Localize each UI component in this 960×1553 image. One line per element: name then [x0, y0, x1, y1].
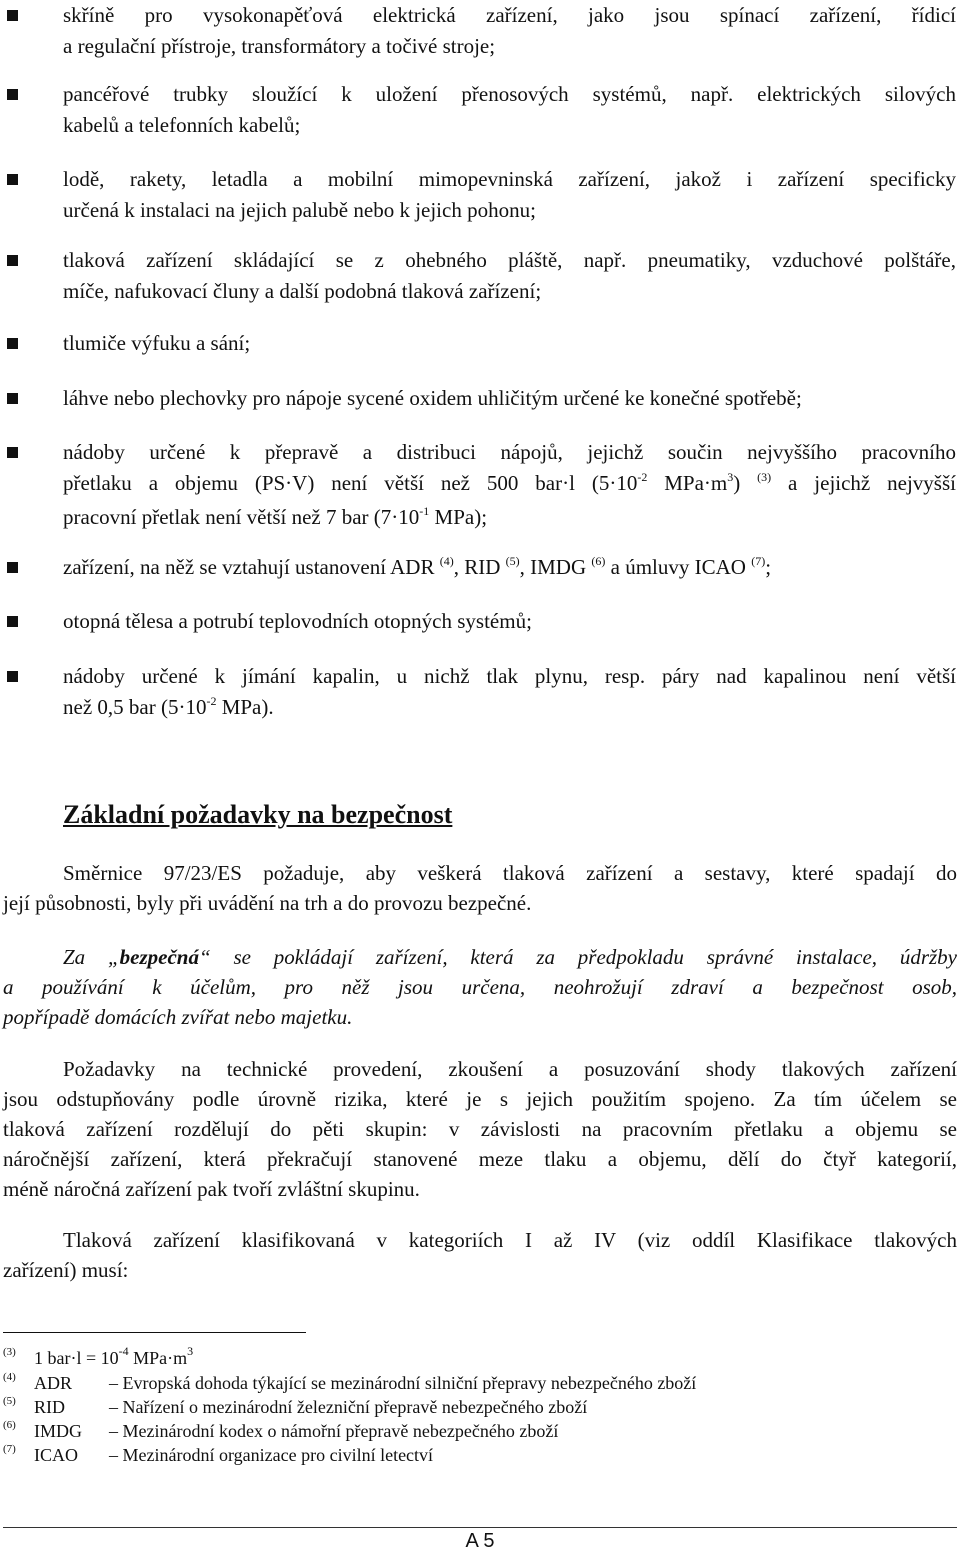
- bullet-square-icon: [7, 616, 18, 627]
- paragraph-definition: Za „bezpečná“ se pokládají zařízení, která za předpokladu správné instalace, údržby a používání k účelům, pro něž jsou určena, neohrožují zdraví a bezpečnost osob, popřípadě domácích zvířat nebo majetku.: [3, 945, 957, 1029]
- bullet-square-icon: [7, 393, 18, 404]
- list-item-text: otopná tělesa a potrubí teplovodních otopných systémů;: [63, 609, 532, 633]
- bullet-square-icon: [7, 338, 18, 349]
- list-item-text: nádoby určené k jímání kapalin, u nichž tlak plynu, resp. páry nad kapalinou není větší než 0,5 bar ($5\cdot 10^{-2}$ MPa).: [63, 664, 956, 719]
- document-page: skříně pro vysokonapěťová elektrická zařízení, jako jsou spínací zařízení, řídicí a regulační přístroje, transformátory a točivé stroje; pancéřové trubky sloužící k uložení přenosových systémů, např. elektrických silových kabelů a telefonních kabelů; lodě, rakety, letadla a mobilní mimopevninská zařízení, jakož i zařízení specificky určená k instalaci na jejich palubě nebo k jejich pohonu; tlaková zařízení skládající se z ohebného pláště, např. pneumatiky, vzduchové polštáře, míče, nafukovací čluny a další podobná tlaková zařízení; tlumiče výfuku a sání; láhve nebo plechovky pro nápoje sycené oxidem uhličitým určené ke konečné spotřebě; nádoby určené k přepravě a distribuci nápojů, jejichž součin nejvyššího pracovního přetlaku a objemu (PS·V) není větší než 500 bar·l ($5\cdot 10^{-2}$ $MPa\cdot m^3$) $^{(3)}$ a jejichž nejvyšší pracovní přetlak není větší než 7 bar ($7\cdot 10^{-1}$ MPa); zařízení, na něž se vztahují ustanovení ADR $^{(4)}$, RID $^{(5)}$, IMDG $^{(6)}$ a úmluvy ICAO $^{(7)}$; otopná tělesa a potrubí teplovodních otopných systémů; nádoby určené k jímání kapalin, u nichž tlak plynu, resp. páry nad kapalinou není větší než 0,5 bar ($5\cdot 10^{-2}$ MPa). Základní požadavky na bezpečnost Směrnice 97/23/ES požaduje, aby veškerá tlaková zařízení a sestavy, které spadají do její působnosti, byly při uvádění na trh a do provozu bezpečné. Za „bezpečná“ se pokládají zařízení, která za předpokladu správné instalace, údržby a používání k účelům, pro něž jsou určena, neohrožují zdraví a bezpečnost osob, popřípadě domácích zvířat nebo majetku. Požadavky na technické provedení, zkoušení a posuzování shody tlakových zařízení jsou odstupňovány podle úrovně rizika, které je s jejich použitím spojeno. Za tím účelem se tlaková zařízení rozdělují do pěti skupin: v závislosti na pracovním přetlaku a objemu se náročnější zařízení, která překračují stanovené meze tlaku a objemu, dělí do čtyř kategorií, méně náročná zařízení pak tvoří zvláštní skupinu. Tlaková zařízení klasifikovaná v kategoriích I až IV (viz oddíl Klasifikace tlakových zařízení) musí: (3) 1 $bar\cdot l = 10^{-4}$ $MPa\cdot m^3$ (4) ADR – Evropská dohoda týkající se mezinárodní silniční přepravy nebezpečného zboží (5) RID – Nařízení o mezinárodní železniční přepravě nebezpečného zboží (6) IMDG – Mezinárodní kodex o námořní přepravě nebezpečného zboží (7) ICAO – Mezinárodní organizace pro civilní letectví A 5: [0, 0, 960, 1553]
- list-item-text: zařízení, na něž se vztahují ustanovení ADR $^{(4)}$, RID $^{(5)}$, IMDG $^{(6)}$ a úmluvy ICAO $^{(7)}$;: [63, 554, 772, 579]
- bullet-square-icon: [7, 10, 18, 21]
- list-item-text: láhve nebo plechovky pro nápoje sycené oxidem uhličitým určené ke konečné spotřebě;: [63, 386, 802, 410]
- list-item-text: tlumiče výfuku a sání;: [63, 331, 251, 355]
- list-item-text: lodě, rakety, letadla a mobilní mimopevninská zařízení, jakož i zařízení specificky určená k instalaci na jejich palubě nebo k jejich pohonu;: [63, 167, 956, 222]
- section-heading: Základní požadavky na bezpečnost: [63, 800, 453, 829]
- list-item-text: skříně pro vysokonapěťová elektrická zařízení, jako jsou spínací zařízení, řídicí a regulační přístroje, transformátory a točivé stroje;: [63, 3, 956, 58]
- paragraph-requirements: Požadavky na technické provedení, zkoušení a posuzování shody tlakových zařízení jsou odstupňovány podle úrovně rizika, které je s jejich použitím spojeno. Za tím účelem se tlaková zařízení rozdělují do pěti skupin: v závislosti na pracovním přetlaku a objemu se náročnější zařízení, která překračují stanovené meze tlaku a objemu, dělí do čtyř kategorií, méně náročná zařízení pak tvoří zvláštní skupinu.: [3, 1057, 957, 1201]
- bullet-square-icon: [7, 89, 18, 100]
- bullet-square-icon: [7, 447, 18, 458]
- paragraph-intro: Směrnice 97/23/ES požaduje, aby veškerá tlaková zařízení a sestavy, které spadají do její působnosti, byly při uvádění na trh a do provozu bezpečné.: [3, 861, 957, 915]
- bullet-square-icon: [7, 255, 18, 266]
- bullet-square-icon: [7, 562, 18, 573]
- list-item-text: pancéřové trubky sloužící k uložení přenosových systémů, např. elektrických silových kabelů a telefonních kabelů;: [63, 82, 956, 137]
- footnote-divider: [3, 1332, 306, 1333]
- bullet-square-icon: [7, 671, 18, 682]
- page-number: A 5: [465, 1530, 495, 1552]
- list-item-text: tlaková zařízení skládající se z ohebného pláště, např. pneumatiky, vzduchové polštáře, míče, nafukovací čluny a další podobná tlaková zařízení;: [63, 248, 956, 303]
- footer-divider: [3, 1527, 957, 1528]
- paragraph-classification: Tlaková zařízení klasifikovaná v kategoriích I až IV (viz oddíl Klasifikace tlakových zařízení) musí:: [3, 1228, 957, 1282]
- list-item-text: nádoby určené k přepravě a distribuci nápojů, jejichž součin nejvyššího pracovního přetlaku a objemu (PS·V) není větší než 500 bar·l ($5\cdot 10^{-2}$ $MPa\cdot m^3$) $^{(3)}$ a jejichž nejvyšší pracovní přetlak není větší než 7 bar ($7\cdot 10^{-1}$ MPa);: [63, 440, 956, 529]
- bullet-square-icon: [7, 174, 18, 185]
